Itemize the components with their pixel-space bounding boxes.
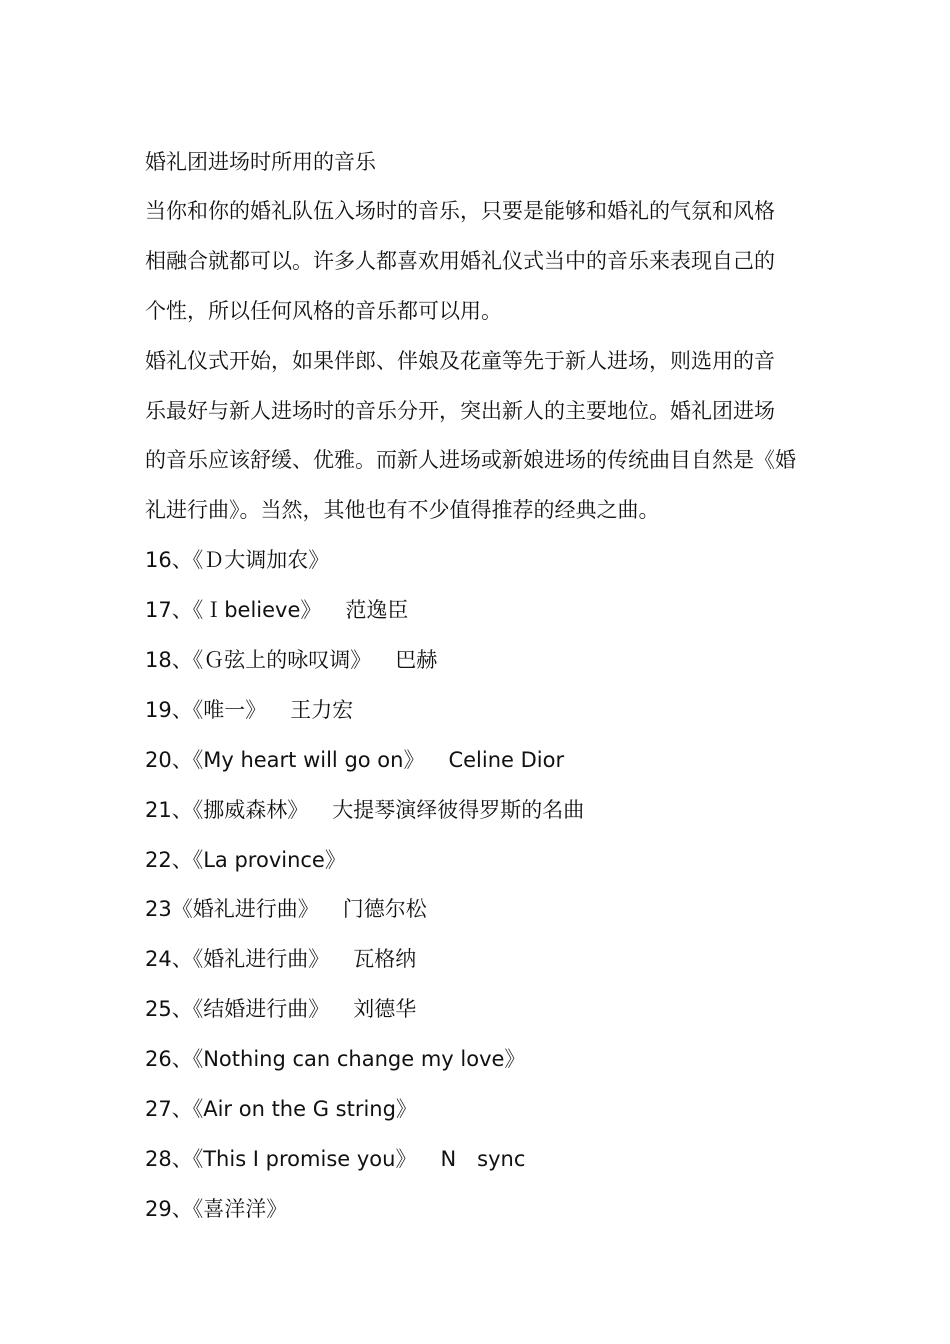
track-item <box>145 885 810 935</box>
track-artist: 王力宏 <box>290 697 354 722</box>
track-item <box>145 536 810 586</box>
track-artist: N sync <box>440 1146 526 1171</box>
section-heading: 婚礼团进场时所用的音乐 <box>145 150 376 174</box>
track-title: 25、《结婚进行曲》 <box>145 997 330 1022</box>
paragraph-line: 个性，所以任何风格的音乐都可以用。 <box>145 298 502 323</box>
music-track-list <box>145 536 810 1234</box>
track-item <box>145 1185 810 1235</box>
ceremony-paragraph <box>145 337 810 537</box>
track-artist: 巴赫 <box>395 648 438 673</box>
track-item <box>145 686 810 736</box>
track-title: 19、《唯一》 <box>145 697 267 722</box>
track-item <box>145 786 810 836</box>
track-item <box>145 586 810 636</box>
track-item <box>145 985 810 1035</box>
track-artist: 刘德华 <box>353 997 417 1022</box>
paragraph-line: 礼进行曲》。当然，其他也有不少值得推荐的经典之曲。 <box>145 498 660 523</box>
track-title: 22、《La province》 <box>145 847 346 872</box>
paragraph-line: 婚礼仪式开始，如果伴郎、伴娘及花童等先于新人进场，则选用的音 <box>145 348 775 373</box>
track-title: 29、《喜洋洋》 <box>145 1196 288 1221</box>
track-item <box>145 1135 810 1185</box>
track-item <box>145 636 810 686</box>
track-artist: 大提琴演绎彼得罗斯的名曲 <box>332 797 585 822</box>
track-title: 26、《Nothing can change my love》 <box>145 1047 526 1072</box>
track-title: 20、《My heart will go on》 <box>145 747 425 772</box>
track-title: 27、《Air on the G string》 <box>145 1097 417 1122</box>
track-title: 21、《挪威森林》 <box>145 797 309 822</box>
track-title: 18、《Ｇ弦上的咏叹调》 <box>145 648 372 673</box>
paragraph-line: 乐最好与新人进场时的音乐分开，突出新人的主要地位。婚礼团进场 <box>145 398 775 423</box>
track-title: 23《婚礼进行曲》 <box>145 897 319 922</box>
track-item <box>145 1035 810 1085</box>
track-title: 17、《Ｉbelieve》 <box>145 598 322 623</box>
track-item <box>145 836 810 886</box>
track-artist: 门德尔松 <box>342 897 427 922</box>
track-artist: 范逸臣 <box>345 598 409 623</box>
track-item <box>145 1085 810 1135</box>
track-item <box>145 935 810 985</box>
paragraph-line: 当你和你的婚礼队伍入场时的音乐，只要是能够和婚礼的气氛和风格 <box>145 199 775 223</box>
track-title: 28、《This I promise you》 <box>145 1146 417 1171</box>
paragraph-line: 相融合就都可以。许多人都喜欢用婚礼仪式当中的音乐来表现自己的 <box>145 248 775 273</box>
track-artist: 瓦格纳 <box>353 947 417 972</box>
track-item <box>145 736 810 786</box>
track-artist: Celine Dior <box>448 747 565 772</box>
track-title: 24、《婚礼进行曲》 <box>145 947 330 972</box>
track-title: 16、《Ｄ大调加农》 <box>145 548 330 573</box>
paragraph-line: 的音乐应该舒缓、优雅。而新人进场或新娘进场的传统曲目自然是《婚 <box>145 448 796 473</box>
document-body <box>145 137 810 1235</box>
intro-paragraph <box>145 187 810 337</box>
